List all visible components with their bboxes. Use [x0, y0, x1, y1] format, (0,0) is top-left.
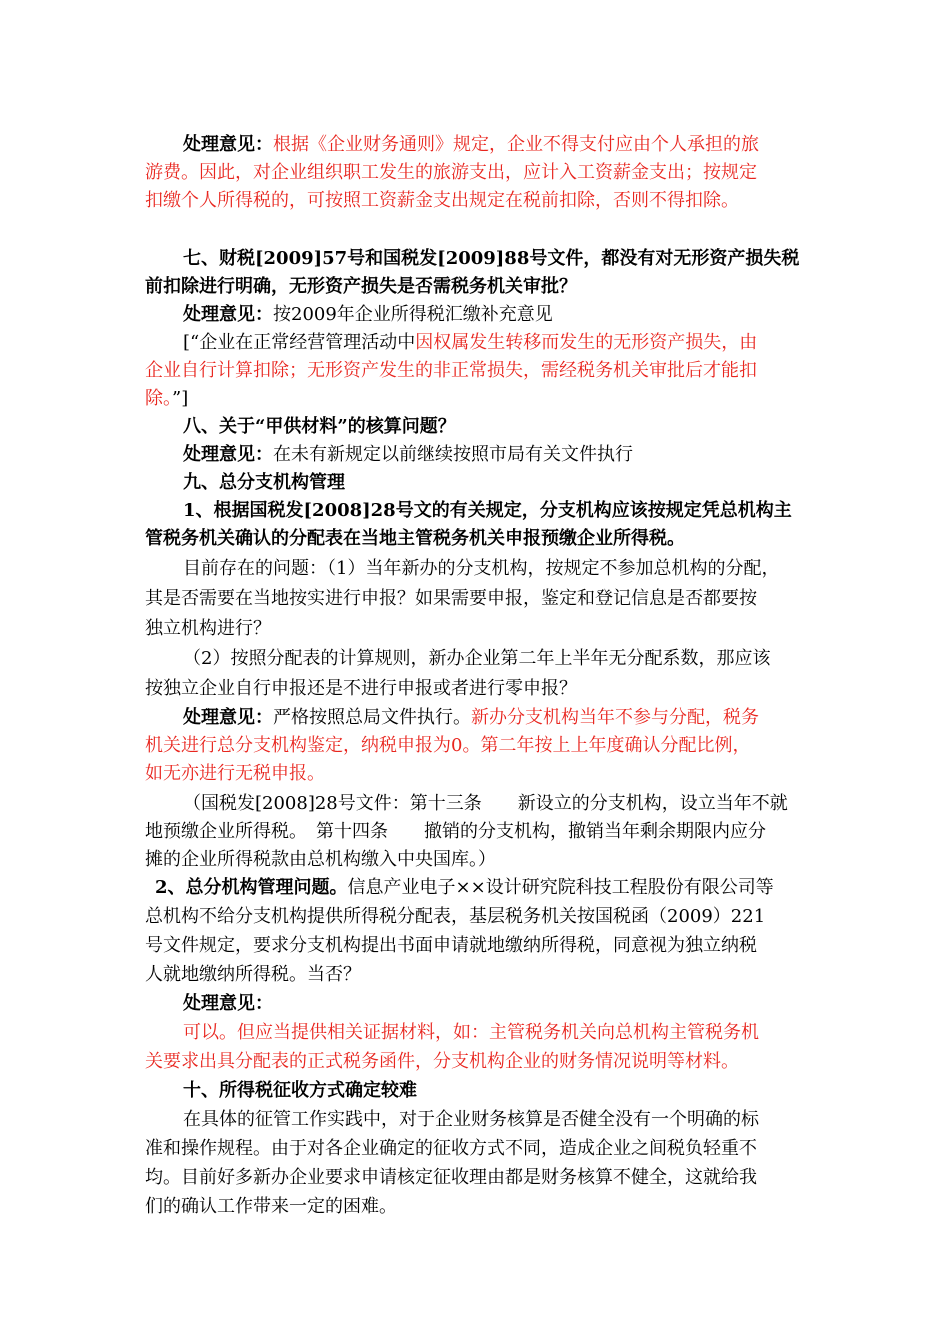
para-9-line-3: 独立机构进行？	[145, 618, 271, 639]
para-13-line-4: 人就地缴纳所得税。当否？	[145, 964, 361, 985]
opinion-label: 处理意见：	[183, 134, 273, 155]
para-4-suffix: ”]	[172, 388, 189, 409]
para-1-red-part-1: 根据《企业财务通则》规定，企业不得支付应由个人承担的旅	[273, 134, 759, 155]
para-17-line-3: 均。目前好多新办企业要求申请核定征收理由都是财务核算不健全，这就给我	[145, 1167, 757, 1188]
heading-9-1-line-2: 管税务机关确认的分配表在当地主管税务机关申报预缴企业所得税。	[145, 528, 685, 549]
para-4-line-3	[145, 387, 188, 411]
para-4-red-part-3: 除。	[145, 388, 172, 409]
para-4-prefix: [“企业在正常经营管理活动中	[183, 332, 416, 353]
heading-9-1-line-1: 1、根据国税发[2008]28号文的有关规定，分支机构应该按规定凭总机构主	[183, 500, 792, 521]
heading-7-line-1: 七、财税[2009]57号和国税发[2009]88号文件，都没有对无形资产损失税	[183, 248, 800, 269]
heading-8: 八、关于“甲供材料”的核算问题？	[183, 416, 456, 437]
para-17-line-1: 在具体的征管工作实践中，对于企业财务核算是否健全没有一个明确的标	[183, 1109, 759, 1130]
para-3-text: 按2009年企业所得税汇缴补充意见	[273, 304, 553, 325]
heading-10: 十、所得税征收方式确定较难	[183, 1080, 417, 1101]
para-6-text: 在未有新规定以前继续按照市局有关文件执行	[273, 444, 633, 465]
para-6	[183, 443, 633, 467]
para-12-line-2: 地预缴企业所得税。 第十四条 撤销的分支机构，撤销当年剩余期限内应分	[145, 821, 766, 842]
para-13-part-1: 信息产业电子××设计研究院科技工程股份有限公司等	[347, 877, 774, 898]
heading-9-2: 2、总分机构管理问题。	[155, 877, 348, 898]
opinion-label: 处理意见：	[183, 707, 273, 728]
para-11-line-2: 机关进行总分支机构鉴定，纳税申报为0。第二年按上上年度确认分配比例，	[145, 735, 751, 756]
para-10-line-2: 按独立企业自行申报还是不进行申报或者进行零申报？	[145, 678, 577, 699]
opinion-label: 处理意见：	[183, 304, 273, 325]
para-1-line-1	[183, 133, 759, 157]
opinion-label: 处理意见：	[183, 444, 273, 465]
para-17-line-2: 准和操作规程。由于对各企业确定的征收方式不同，造成企业之间税负轻重不	[145, 1138, 757, 1159]
para-13-line-2: 总机构不给分支机构提供所得税分配表，基层税务机关按国税函（2009）221	[145, 906, 766, 927]
para-13-line-1	[155, 876, 774, 900]
opinion-label: 处理意见：	[183, 993, 273, 1014]
para-12-line-1: （国税发[2008]28号文件：第十三条 新设立的分支机构，设立当年不就	[183, 793, 788, 814]
para-4-line-1	[183, 331, 757, 355]
heading-7-line-2: 前扣除进行明确，无形资产损失是否需税务机关审批？	[145, 276, 577, 297]
para-11-red-part-1: 新办分支机构当年不参与分配，税务	[471, 707, 759, 728]
para-3	[183, 303, 553, 327]
heading-9: 九、总分支机构管理	[183, 472, 345, 493]
para-1-line-3: 扣缴个人所得税的，可按照工资薪金支出规定在税前扣除，否则不得扣除。	[145, 190, 739, 211]
para-4-line-2: 企业自行计算扣除；无形资产发生的非正常损失，需经税务机关审批后才能扣	[145, 360, 757, 381]
para-10-line-1: （2）按照分配表的计算规则，新办企业第二年上半年无分配系数，那应该	[183, 648, 771, 669]
para-15-line-1: 可以。但应当提供相关证据材料，如：主管税务机关向总机构主管税务机	[183, 1022, 759, 1043]
para-9-line-1: 目前存在的问题：（1）当年新办的分支机构，按规定不参加总机构的分配，	[183, 558, 780, 579]
para-17-line-4: 们的确认工作带来一定的困难。	[145, 1196, 397, 1217]
para-11-black: 严格按照总局文件执行。	[273, 707, 471, 728]
para-1-line-2: 游费。因此，对企业组织职工发生的旅游支出，应计入工资薪金支出；按规定	[145, 162, 757, 183]
para-9-line-2: 其是否需要在当地按实进行申报？如果需要申报，鉴定和登记信息是否都要按	[145, 588, 757, 609]
para-11-line-3: 如无亦进行无税申报。	[145, 763, 325, 784]
para-12-line-3: 摊的企业所得税款由总机构缴入中央国库。）	[145, 849, 496, 870]
para-11-line-1	[183, 706, 759, 730]
para-4-red-part-1: 因权属发生转移而发生的无形资产损失，由	[415, 332, 758, 353]
para-15-line-2: 关要求出具分配表的正式税务函件，分支机构企业的财务情况说明等材料。	[145, 1051, 739, 1072]
para-13-line-3: 号文件规定，要求分支机构提出书面申请就地缴纳所得税，同意视为独立纳税	[145, 935, 757, 956]
